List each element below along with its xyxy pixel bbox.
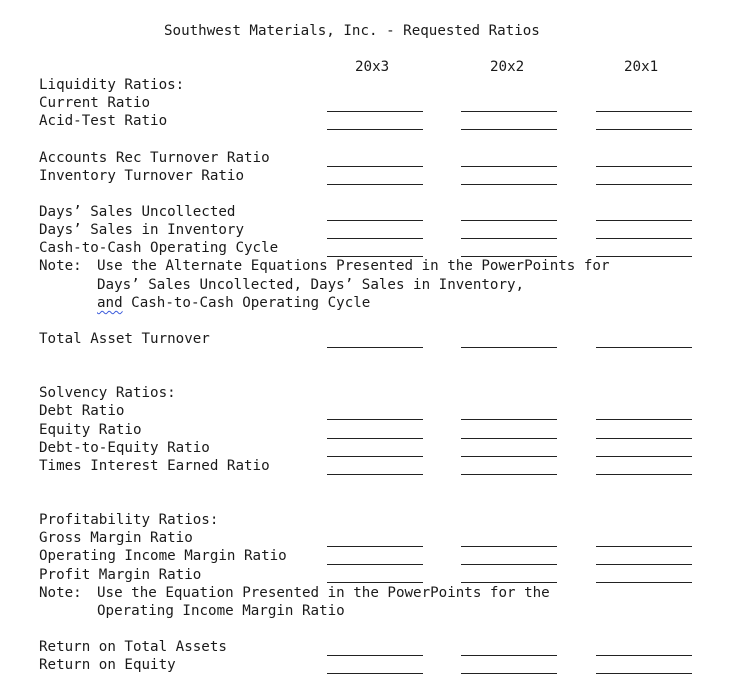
- answer-blank-20x1[interactable]: [596, 564, 692, 565]
- note-label: Note:: [39, 258, 82, 274]
- note-text-rest: Cash-to-Cash Operating Cycle: [122, 295, 371, 311]
- row-label-debt-to-equity: Debt-to-Equity Ratio: [39, 440, 210, 456]
- answer-blank-20x2[interactable]: [461, 582, 557, 583]
- answer-blank-20x3[interactable]: [327, 166, 423, 167]
- row-label-equity-ratio: Equity Ratio: [39, 422, 142, 438]
- answer-blank-20x3[interactable]: [327, 347, 423, 348]
- answer-blank-20x1[interactable]: [596, 111, 692, 112]
- answer-blank-20x1[interactable]: [596, 582, 692, 583]
- answer-blank-20x1[interactable]: [596, 673, 692, 674]
- answer-blank-20x1[interactable]: [596, 184, 692, 185]
- row-label-profit-margin: Profit Margin Ratio: [39, 567, 202, 583]
- column-header-20x1: 20x1: [624, 59, 659, 75]
- answer-blank-20x2[interactable]: [461, 256, 557, 257]
- row-label-days-uncollected: Days’ Sales Uncollected: [39, 204, 236, 220]
- row-label-days-inventory: Days’ Sales in Inventory: [39, 222, 244, 238]
- section-heading-profitability: Profitability Ratios:: [39, 512, 219, 528]
- row-label-acid-test: Acid-Test Ratio: [39, 113, 168, 129]
- answer-blank-20x3[interactable]: [327, 238, 423, 239]
- answer-blank-20x3[interactable]: [327, 111, 423, 112]
- answer-blank-20x2[interactable]: [461, 184, 557, 185]
- row-label-ar-turnover: Accounts Rec Turnover Ratio: [39, 150, 270, 166]
- row-label-times-interest: Times Interest Earned Ratio: [39, 458, 270, 474]
- note-text: Use the Equation Presented in the PowerPoints for the: [97, 585, 550, 601]
- answer-blank-20x3[interactable]: [327, 655, 423, 656]
- answer-blank-20x1[interactable]: [596, 419, 692, 420]
- row-label-debt-ratio: Debt Ratio: [39, 403, 125, 419]
- answer-blank-20x3[interactable]: [327, 564, 423, 565]
- answer-blank-20x1[interactable]: [596, 238, 692, 239]
- answer-blank-20x1[interactable]: [596, 347, 692, 348]
- page-title: Southwest Materials, Inc. - Requested Ratios: [164, 23, 540, 39]
- answer-blank-20x2[interactable]: [461, 456, 557, 457]
- answer-blank-20x1[interactable]: [596, 166, 692, 167]
- note-label: Note:: [39, 585, 82, 601]
- note-text: Operating Income Margin Ratio: [97, 603, 345, 619]
- spellcheck-word: and: [97, 295, 123, 311]
- answer-blank-20x3[interactable]: [327, 582, 423, 583]
- column-header-20x3: 20x3: [355, 59, 390, 75]
- answer-blank-20x1[interactable]: [596, 256, 692, 257]
- answer-blank-20x2[interactable]: [461, 347, 557, 348]
- answer-blank-20x2[interactable]: [461, 546, 557, 547]
- note-text: Use the Alternate Equations Presented in the PowerPoints for: [97, 258, 610, 274]
- row-label-operating-income-margin: Operating Income Margin Ratio: [39, 548, 287, 564]
- answer-blank-20x1[interactable]: [596, 546, 692, 547]
- answer-blank-20x1[interactable]: [596, 655, 692, 656]
- column-header-20x2: 20x2: [490, 59, 525, 75]
- answer-blank-20x2[interactable]: [461, 655, 557, 656]
- answer-blank-20x3[interactable]: [327, 184, 423, 185]
- answer-blank-20x3[interactable]: [327, 419, 423, 420]
- answer-blank-20x1[interactable]: [596, 129, 692, 130]
- answer-blank-20x2[interactable]: [461, 474, 557, 475]
- answer-blank-20x2[interactable]: [461, 419, 557, 420]
- answer-blank-20x1[interactable]: [596, 474, 692, 475]
- answer-blank-20x2[interactable]: [461, 129, 557, 130]
- answer-blank-20x3[interactable]: [327, 673, 423, 674]
- answer-blank-20x3[interactable]: [327, 456, 423, 457]
- row-label-cash-cycle: Cash-to-Cash Operating Cycle: [39, 240, 279, 256]
- answer-blank-20x2[interactable]: [461, 111, 557, 112]
- row-label-total-asset-turnover: Total Asset Turnover: [39, 331, 210, 347]
- row-label-inventory-turnover: Inventory Turnover Ratio: [39, 168, 244, 184]
- answer-blank-20x3[interactable]: [327, 256, 423, 257]
- row-label-gross-margin: Gross Margin Ratio: [39, 530, 193, 546]
- answer-blank-20x3[interactable]: [327, 546, 423, 547]
- note-text: Days’ Sales Uncollected, Days’ Sales in Inventory,: [97, 277, 525, 293]
- row-label-return-equity: Return on Equity: [39, 657, 176, 673]
- answer-blank-20x2[interactable]: [461, 438, 557, 439]
- answer-blank-20x2[interactable]: [461, 673, 557, 674]
- answer-blank-20x3[interactable]: [327, 474, 423, 475]
- answer-blank-20x2[interactable]: [461, 166, 557, 167]
- answer-blank-20x3[interactable]: [327, 129, 423, 130]
- answer-blank-20x2[interactable]: [461, 220, 557, 221]
- row-label-current-ratio: Current Ratio: [39, 95, 151, 111]
- answer-blank-20x3[interactable]: [327, 438, 423, 439]
- answer-blank-20x3[interactable]: [327, 220, 423, 221]
- row-label-return-total-assets: Return on Total Assets: [39, 639, 227, 655]
- answer-blank-20x1[interactable]: [596, 220, 692, 221]
- section-heading-liquidity: Liquidity Ratios:: [39, 77, 185, 93]
- answer-blank-20x2[interactable]: [461, 238, 557, 239]
- answer-blank-20x2[interactable]: [461, 564, 557, 565]
- answer-blank-20x1[interactable]: [596, 438, 692, 439]
- answer-blank-20x1[interactable]: [596, 456, 692, 457]
- note-text: [97, 295, 370, 311]
- section-heading-solvency: Solvency Ratios:: [39, 385, 176, 401]
